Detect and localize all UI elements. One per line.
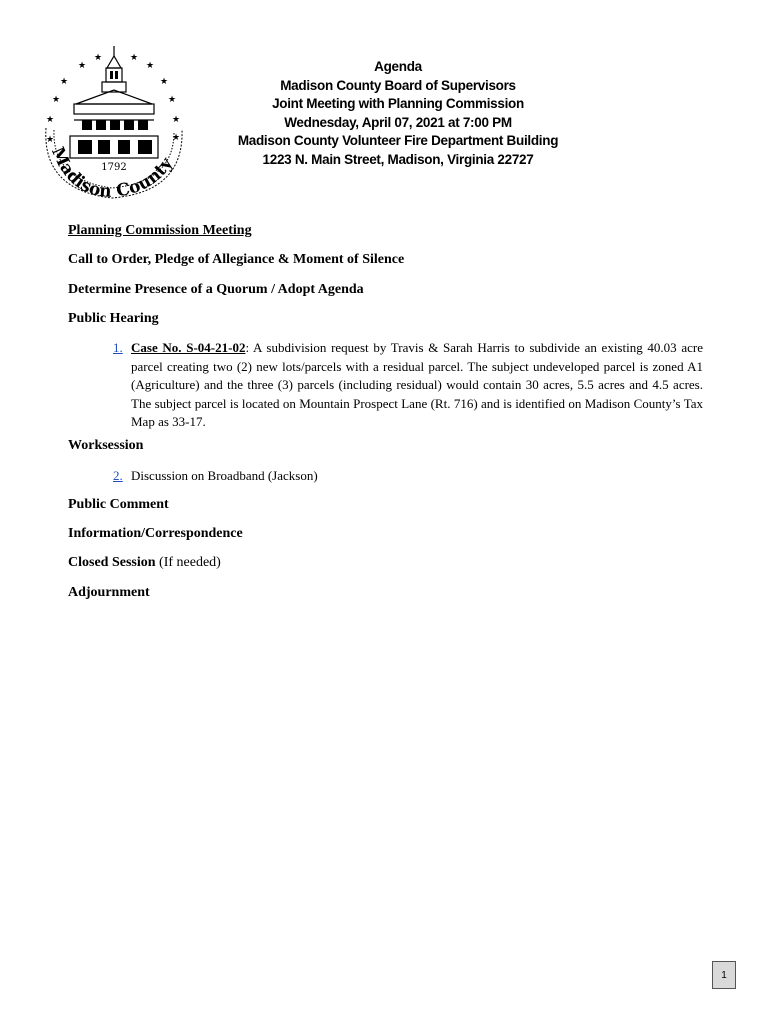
item-2-description: Discussion on Broadband (Jackson) [131,468,318,483]
header-date: Wednesday, April 07, 2021 at 7:00 PM [284,114,512,130]
section-information: Information/Correspondence [68,526,243,541]
svg-text:★: ★ [159,77,169,87]
svg-text:★: ★ [171,133,181,143]
svg-text:★: ★ [45,135,55,145]
seal-text: Madison County [47,144,177,202]
county-seal-logo [34,40,194,206]
header-meeting-type: Joint Meeting with Planning Commission [272,96,524,111]
header-address: 1223 N. Main Street, Madison, Virginia 22727 [262,151,534,167]
section-call-to-order: Call to Order, Pledge of Allegiance & Moment of Silence [68,252,405,267]
item-1-description: : A subdivision request by Travis & Sarah Harris to subdivide an existing 40.03 acre parcel creating two (2) new lots/parcels with a residual parcel. The subject undeveloped parcel is zoned A1 (Agriculture) and the three (3) parcels (including residual) would contain 30 acres, 5.5 acres and 4.5 acres. The subject parcel is located on Mountain Prospect Lane (Rt. 716) and is identified on Madison County’s Tax Map as 33-17. [131,340,703,429]
header-title: Agenda [374,59,422,74]
item-1-link[interactable]: 1. [113,340,123,355]
section-adjournment: Adjournment [68,585,150,600]
seal-year: 1792 [101,162,127,173]
section-planning-commission: Planning Commission Meeting [68,223,252,238]
closed-session-label: Closed Session [68,555,156,570]
svg-text:★: ★ [77,61,87,71]
item-1-case-number: Case No. S-04-21-02 [131,340,246,355]
svg-text:★: ★ [93,53,103,63]
item-2-link[interactable]: 2. [113,468,123,483]
header-board: Madison County Board of Supervisors [280,77,516,93]
svg-text:★: ★ [59,77,69,87]
svg-text:★: ★ [145,61,155,71]
section-closed-session [68,555,221,571]
section-quorum: Determine Presence of a Quorum / Adopt Agenda [68,282,364,297]
section-worksession: Worksession [68,438,144,453]
header-location: Madison County Volunteer Fire Department Building [237,133,559,148]
section-public-comment: Public Comment [68,497,169,512]
agenda-item-1 [113,339,703,432]
svg-text:★: ★ [45,115,55,125]
svg-text:★: ★ [129,53,139,63]
closed-session-note: (If needed) [155,555,221,570]
svg-text:★: ★ [167,95,177,105]
page-number: 1 [712,961,736,989]
section-public-hearing: Public Hearing [68,311,159,326]
agenda-header [218,58,578,169]
agenda-item-2 [113,467,703,486]
svg-text:★: ★ [171,115,181,125]
svg-text:★: ★ [51,95,61,105]
